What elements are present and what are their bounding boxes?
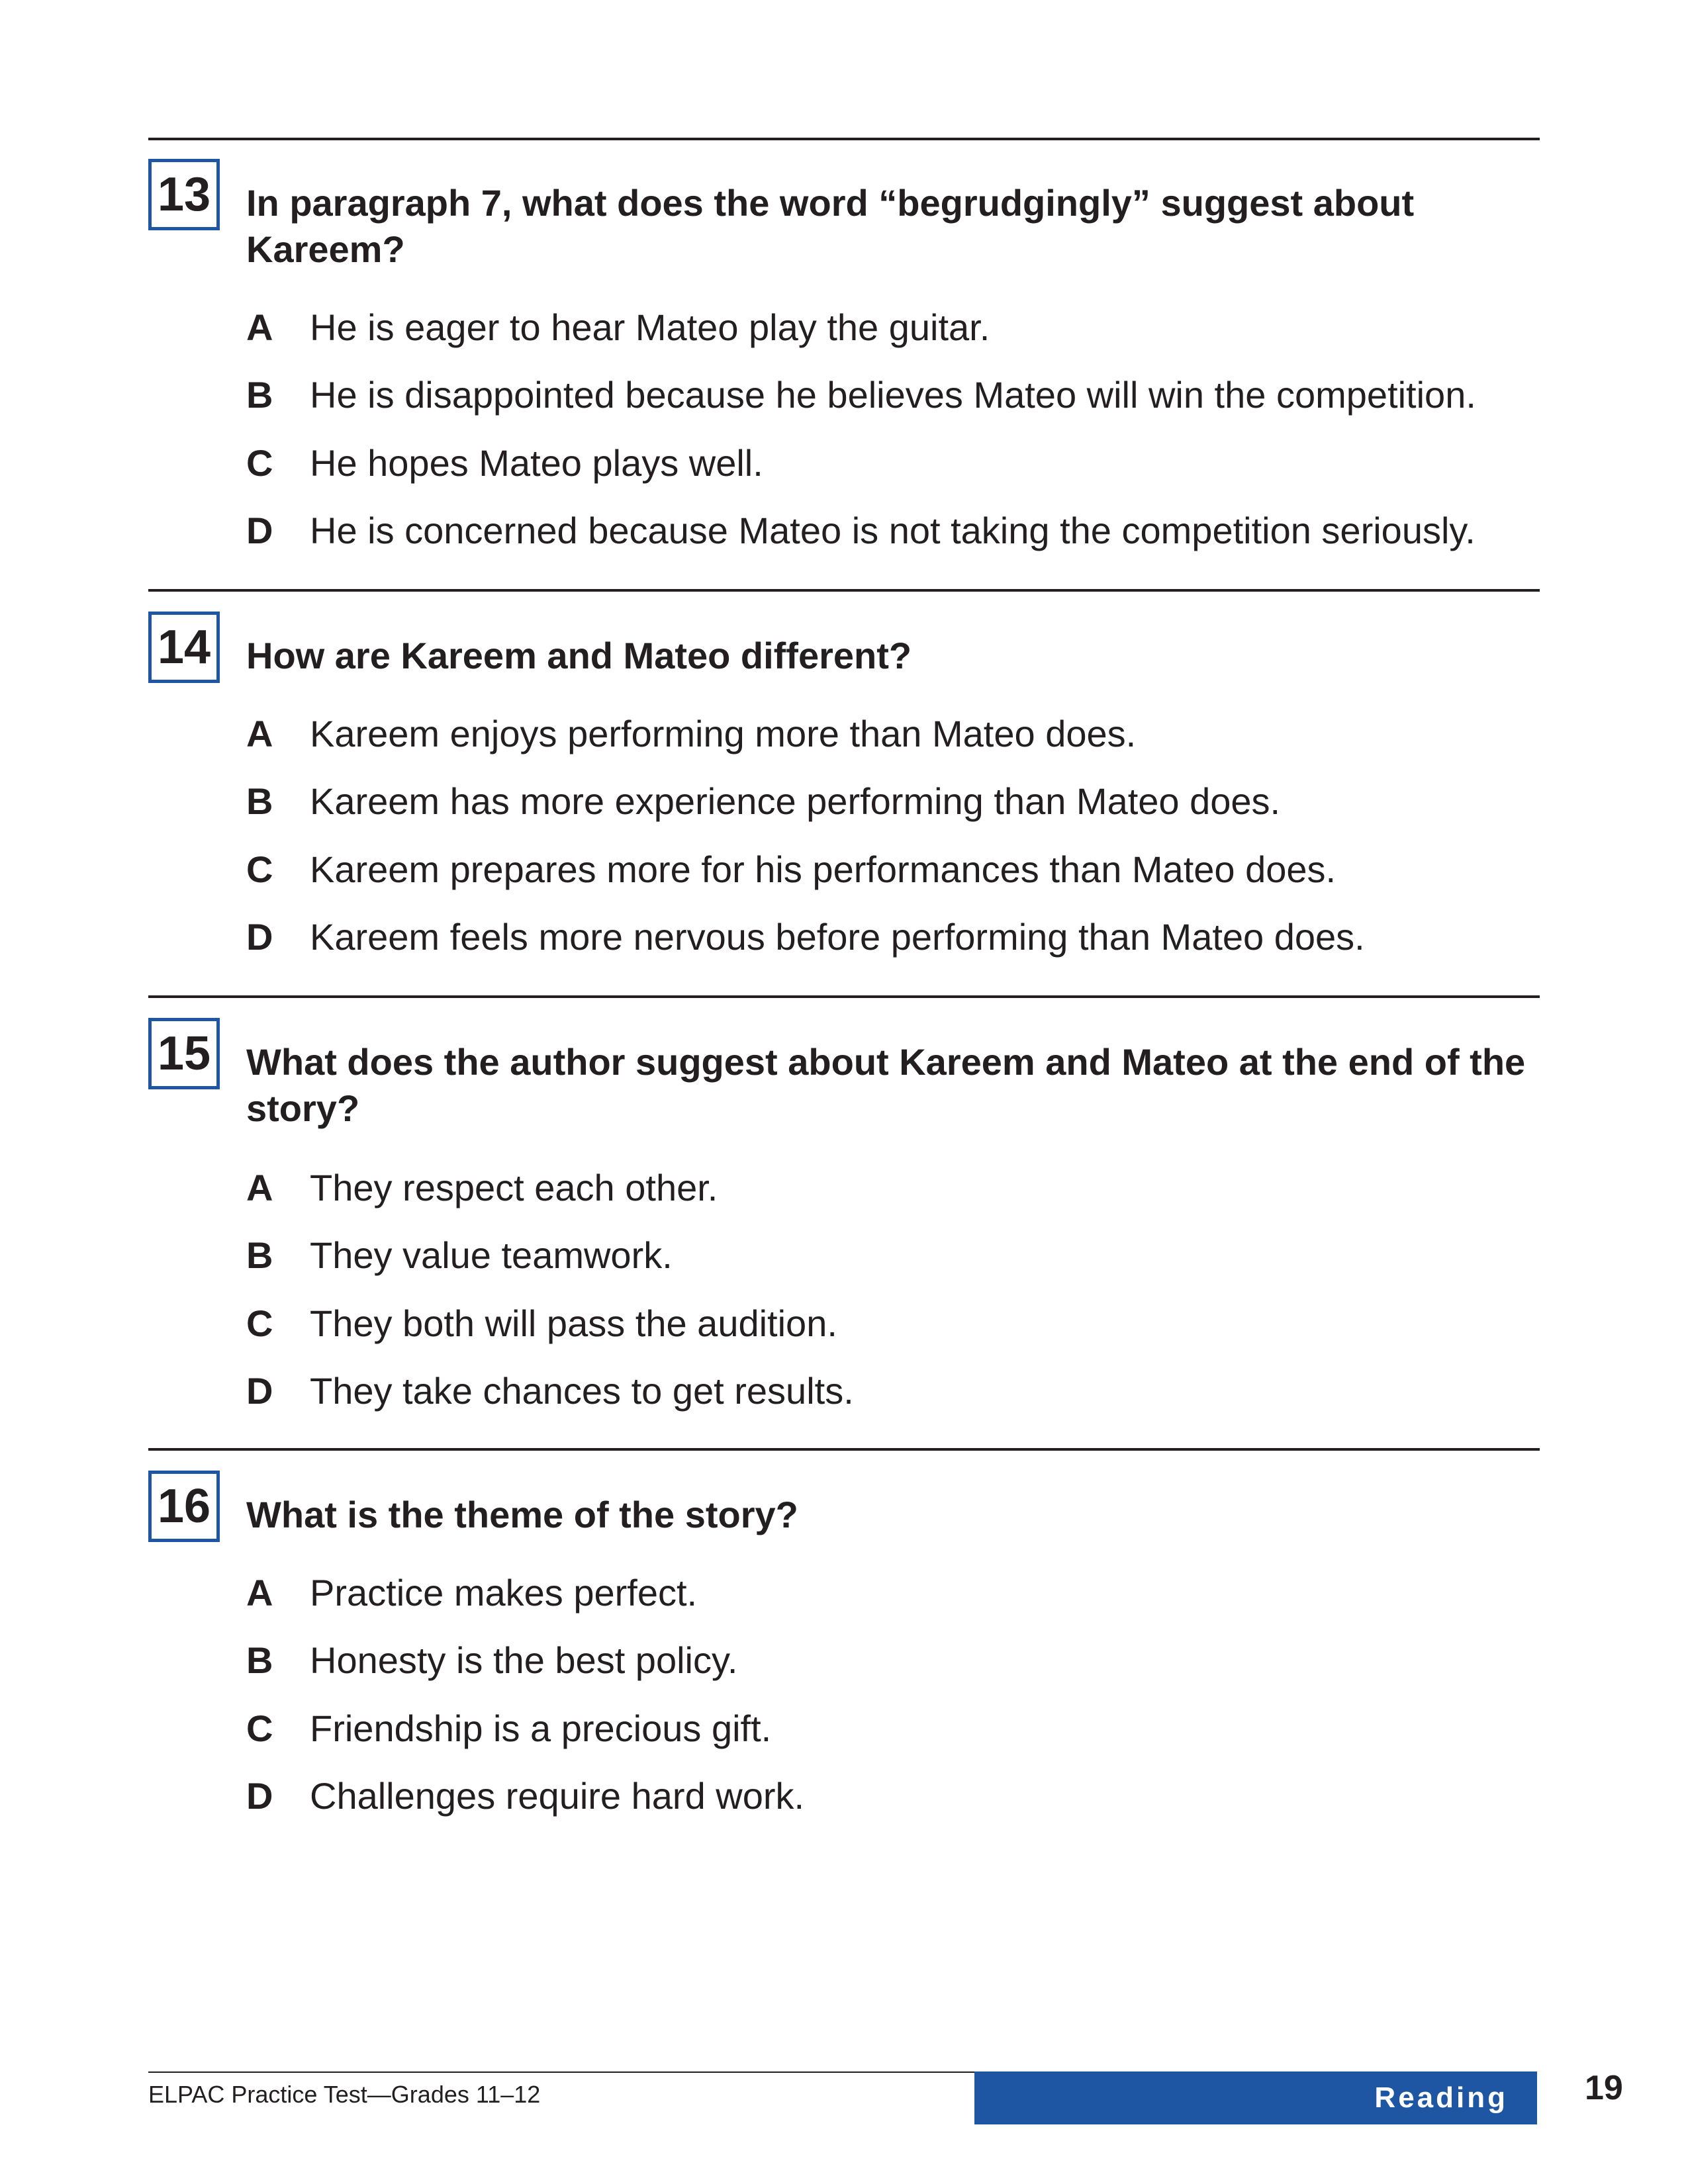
option-text: They value teamwork. (310, 1234, 673, 1276)
option-letter: C (246, 1707, 273, 1749)
question-prompt: How are Kareem and Mateo different? (246, 635, 912, 676)
option-text: Honesty is the best policy. (310, 1639, 738, 1681)
question-number-box: 14 (148, 612, 220, 683)
option-letter: D (246, 1370, 273, 1412)
option-text: They respect each other. (310, 1167, 718, 1208)
option-letter: D (246, 916, 273, 958)
option-text: He is concerned because Mateo is not taking the competition seriously. (310, 510, 1476, 551)
option-text: Kareem enjoys performing more than Mateo does. (310, 713, 1137, 754)
question-prompt: In paragraph 7, what does the word “begrudgingly” suggest about Kareem? (246, 182, 1415, 270)
option-letter: A (246, 306, 273, 348)
option-text: Challenges require hard work. (310, 1775, 805, 1817)
option-letter: B (246, 374, 273, 416)
question-divider (148, 1448, 1540, 1451)
question-prompt: What does the author suggest about Kareem and Mateo at the end of the story? (246, 1041, 1526, 1129)
footer-section-band (974, 2071, 1537, 2124)
option-letter: A (246, 1572, 273, 1614)
option-letter: B (246, 780, 273, 822)
option-text: He is disappointed because he believes Mateo will win the competition. (310, 374, 1476, 416)
option-text: Kareem feels more nervous before performing than Mateo does. (310, 916, 1365, 958)
question-number-box: 15 (148, 1018, 220, 1089)
footer-section-label: Reading (1374, 2081, 1508, 2114)
option-text: He hopes Mateo plays well. (310, 442, 763, 484)
option-letter: C (246, 442, 273, 484)
option-letter: C (246, 1302, 273, 1344)
option-letter: A (246, 1167, 273, 1208)
option-letter: D (246, 510, 273, 551)
question-divider (148, 589, 1540, 592)
question-divider (148, 138, 1540, 140)
option-letter: B (246, 1639, 273, 1681)
question-divider (148, 995, 1540, 998)
option-letter: C (246, 848, 273, 890)
option-letter: D (246, 1775, 273, 1817)
option-letter: B (246, 1234, 273, 1276)
option-text: Practice makes perfect. (310, 1572, 698, 1614)
option-letter: A (246, 713, 273, 754)
question-number-box: 13 (148, 159, 220, 230)
page-number: 19 (1585, 2069, 1623, 2107)
option-text: They take chances to get results. (310, 1370, 854, 1412)
footer-divider (148, 2071, 984, 2073)
question-number-box: 16 (148, 1471, 220, 1542)
option-text: He is eager to hear Mateo play the guitar. (310, 306, 990, 348)
footer-test-name: ELPAC Practice Test—Grades 11–12 (148, 2081, 541, 2108)
option-text: They both will pass the audition. (310, 1302, 837, 1344)
option-text: Kareem has more experience performing than Mateo does. (310, 780, 1281, 822)
option-text: Friendship is a precious gift. (310, 1707, 772, 1749)
option-text: Kareem prepares more for his performances than Mateo does. (310, 848, 1336, 890)
question-prompt: What is the theme of the story? (246, 1494, 798, 1535)
